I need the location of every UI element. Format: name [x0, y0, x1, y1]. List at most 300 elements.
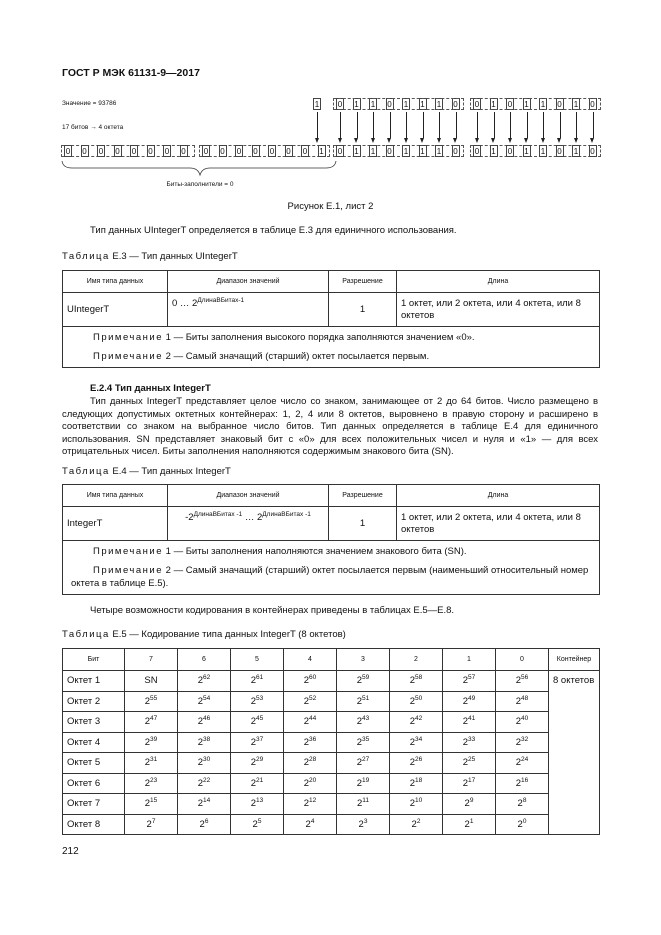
table-row [63, 732, 600, 753]
cell-exponent: 3 [363, 817, 368, 825]
cell-base: 2 [197, 716, 204, 728]
cell-base: 2 [144, 695, 151, 707]
cell-exponent: 13 [256, 797, 264, 805]
bit-cell: 1 [370, 147, 376, 156]
table-e4-notes [63, 541, 600, 595]
bit-cell: 0 [220, 147, 225, 156]
cell-exponent: 22 [203, 776, 211, 784]
range-part2: … 2 [242, 512, 263, 523]
bit-cell: 1 [491, 100, 496, 109]
bit-cell: 0 [387, 147, 392, 156]
cell-exponent: 19 [362, 776, 370, 784]
bit-cell: 0 [164, 147, 170, 156]
arrow-line [423, 112, 424, 138]
cell-base: 2 [409, 695, 416, 707]
cell-exponent: 61 [256, 674, 264, 682]
cell-exponent: 38 [203, 735, 211, 743]
bit-weight-cell [284, 773, 337, 794]
cell-base: 2 [197, 757, 204, 769]
cell-base: 2 [303, 675, 310, 687]
cell-base: 2 [515, 675, 522, 687]
note-2 [71, 564, 593, 590]
cell-base: 2 [356, 757, 363, 769]
table-row [63, 671, 600, 692]
cell-base: 2 [197, 798, 204, 810]
table-e4-title-text: Е.4 — Тип данных IntegerT [112, 466, 231, 477]
bit-cell: 0 [131, 147, 137, 156]
cell-exponent: 33 [468, 735, 476, 743]
bit-cell: 1 [491, 147, 496, 156]
bit-cell: 0 [474, 147, 480, 156]
cell-exponent: 4 [310, 817, 315, 825]
cell-exponent: 10 [415, 797, 423, 805]
table-e5-header: 5 [231, 649, 284, 671]
bit-cell: 0 [148, 147, 153, 156]
table-e3-header: Разрешение [329, 271, 397, 293]
table-e3-title [62, 251, 238, 262]
table-e5-header-row [63, 649, 600, 671]
cell-exponent: 15 [150, 797, 158, 805]
paragraph-2: Четыре возможности кодирования в контейнерах приведены в таблицах Е.5—Е.8. [90, 605, 455, 616]
bit-weight-cell [178, 712, 231, 733]
bit-cell: 0 [302, 147, 308, 156]
bit-cell: 1 [403, 100, 409, 109]
table-e5-header: 2 [390, 649, 443, 671]
range-exp1: ДлинаВБитах [193, 510, 235, 518]
cell-base: 2 [303, 757, 310, 769]
range-part1: -2 [185, 512, 194, 523]
arrow-line [317, 112, 318, 138]
bit-cell: 1 [319, 147, 324, 156]
arrow-down-icon [574, 138, 578, 143]
cell-base: 2 [515, 777, 522, 789]
table-e3-title-prefix: Таблица [62, 251, 110, 262]
bit-cell: 1 [524, 100, 529, 109]
bit-cell: 0 [65, 147, 71, 156]
arrow-line [390, 112, 391, 138]
cell-base: 2 [250, 777, 257, 789]
cell-exponent: 32 [521, 735, 529, 743]
table-row [63, 814, 600, 835]
arrow-line [543, 112, 544, 138]
cell-exponent: 49 [468, 694, 476, 702]
length: 1 октет, или 2 октета, или 4 октета, или 8 октетов [397, 507, 600, 541]
note-label: Примечание [93, 546, 163, 557]
cell-base: 2 [144, 716, 151, 728]
bit-weight-cell [337, 691, 390, 712]
table-e4-title [62, 466, 231, 477]
cell-base: 2 [409, 675, 416, 687]
cell-exponent: 23 [150, 776, 158, 784]
cell-exponent: 57 [468, 674, 476, 682]
bit-cell: 0 [453, 100, 458, 109]
cell-exponent: 34 [415, 735, 423, 743]
cell-exponent: 52 [309, 694, 317, 702]
cell-exponent: 7 [151, 817, 156, 825]
bit-cell: 0 [557, 147, 562, 156]
arrow-down-icon [557, 138, 561, 143]
cell-exponent: 55 [150, 694, 158, 702]
cell-exponent: 0 [522, 817, 527, 825]
figure-caption: Рисунок Е.1, лист 2 [287, 201, 374, 212]
cell-base: 2 [303, 695, 310, 707]
cell-base: 2 [303, 798, 310, 810]
table-row [63, 691, 600, 712]
cell-base: 2 [409, 716, 416, 728]
cell-exponent: 25 [468, 756, 476, 764]
table-row [63, 773, 600, 794]
bit-cell: 1 [436, 147, 442, 156]
arrow-line [357, 112, 358, 138]
cell-exponent: 18 [415, 776, 423, 784]
bit-cell: 1 [420, 147, 425, 156]
cell-exponent: 16 [521, 776, 529, 784]
bit-weight-cell [390, 753, 443, 774]
arrow-down-icon [387, 138, 391, 143]
section-heading: Е.2.4 Тип данных IntegerT [90, 383, 211, 394]
cell-base: 2 [144, 798, 151, 810]
arrow-down-icon [524, 138, 528, 143]
arrow-line [477, 112, 478, 138]
cell-exponent: 26 [415, 756, 423, 764]
arrow-line [456, 112, 457, 138]
type-name: IntegerT [63, 507, 168, 541]
cell-base: 2 [356, 716, 363, 728]
type-name: UIntegerT [63, 293, 168, 327]
arrow-right-icon: → [90, 124, 97, 131]
cell-base: 2 [411, 818, 417, 830]
cell-exponent: 45 [256, 715, 264, 723]
bit-cell: 1 [540, 100, 546, 109]
table-row [63, 712, 600, 733]
table-e4-title-prefix: Таблица [62, 466, 110, 477]
bit-weight-cell [178, 691, 231, 712]
table-e5-header: 0 [496, 649, 549, 671]
top-bit: 1 [314, 100, 320, 109]
bit-weight-cell [337, 671, 390, 692]
table-e5-header: 6 [178, 649, 231, 671]
table-e5-title-prefix: Таблица [62, 629, 110, 640]
bit-weight-cell [125, 671, 178, 692]
cell-exponent: 47 [150, 715, 158, 723]
cell-base: 2 [462, 675, 469, 687]
paragraph-1: Тип данных UIntegerT определяется в таблице Е.3 для единичного использования. [90, 225, 457, 236]
cell-base: 2 [409, 798, 416, 810]
bit-weight-cell [125, 691, 178, 712]
bit-weight-cell [390, 794, 443, 815]
range-minus2: -1 [303, 510, 311, 518]
table-e4 [62, 484, 600, 595]
section-text: Тип данных IntegerT представляет целое число со знаком, занимающее от 2 до 64 битов. Число размещено в следующих допустимых октетных контейнерах: 1, 2, 4 или 8 октетов, выровнено в правую сторону и расширено в соответствии со знаком на выбранное число битов. Тип данных определяется в таблице Е.4 для единичного использования. SN представляет знаковый бит с «0» для всех положительных чисел и нуля и «1» — для всех отрицательных чисел. Биты заполнения наполняются содержимым знакового бита (SN). [62, 396, 598, 457]
table-row [63, 293, 600, 327]
cell-base: 2 [464, 818, 470, 830]
bit-weight-cell [284, 794, 337, 815]
bit-cell: 0 [203, 147, 209, 156]
range-exp2: ДлинаВБитах [262, 510, 304, 518]
arrow-line [340, 112, 341, 138]
bit-weight-cell [496, 671, 549, 692]
bit-weight-cell [125, 794, 178, 815]
bit-cell: 0 [557, 100, 562, 109]
arrow-down-icon [590, 138, 594, 143]
bit-weight-cell [231, 712, 284, 733]
cell-base: 2 [409, 777, 416, 789]
bit-weight-cell [390, 712, 443, 733]
bit-cell: 0 [115, 147, 120, 156]
range-minus1: -1 [234, 510, 243, 518]
arrow-down-icon [315, 138, 319, 143]
cell-exponent: 59 [362, 674, 370, 682]
cell-exponent: 2 [416, 817, 421, 825]
bit-weight-cell [443, 691, 496, 712]
padding-label: Биты-заполнители = 0 [166, 181, 234, 188]
cell-base: 2 [250, 736, 257, 748]
cell-base: 2 [515, 716, 522, 728]
arrow-line [576, 112, 577, 138]
bit-weight-cell [443, 773, 496, 794]
bit-weight-cell [125, 753, 178, 774]
range-minus: -1 [238, 296, 245, 304]
bit-weight-cell [443, 814, 496, 835]
page-number: 212 [62, 846, 79, 857]
bit-cell: 1 [524, 147, 529, 156]
arrow-line [510, 112, 511, 138]
bit-weight-cell [125, 814, 178, 835]
bit-weight-cell [284, 753, 337, 774]
bit-weight-cell [390, 814, 443, 835]
arrow-down-icon [354, 138, 358, 143]
bit-cell: 1 [573, 100, 579, 109]
cell-exponent: 24 [521, 756, 529, 764]
note-label: Примечание [93, 351, 163, 362]
arrow-line [593, 112, 594, 138]
bit-weight-cell [125, 732, 178, 753]
table-e3-header: Длина [397, 271, 600, 293]
bit-weight-cell [125, 773, 178, 794]
bit-cell: 0 [507, 147, 513, 156]
table-e5-header: 7 [125, 649, 178, 671]
note-label: Примечание [93, 565, 163, 576]
cell-base: 2 [462, 716, 469, 728]
bit-cell: 1 [540, 147, 546, 156]
bit-cell: 0 [474, 100, 480, 109]
cell-exponent: 20 [309, 776, 317, 784]
table-e5-header: 3 [337, 649, 390, 671]
cell-base: 2 [144, 777, 151, 789]
arrow-down-icon [437, 138, 441, 143]
bit-weight-cell [496, 814, 549, 835]
bit-cell: 0 [269, 147, 275, 156]
cell-exponent: 12 [309, 797, 317, 805]
bit-cell: 0 [286, 147, 291, 156]
table-e4-header: Диапазон значений [168, 485, 329, 507]
cell-exponent: 37 [256, 735, 264, 743]
cell-base: 2 [146, 818, 152, 830]
arrow-line [560, 112, 561, 138]
table-e3 [62, 270, 600, 368]
cell-exponent: 60 [309, 674, 317, 682]
bit-weight-cell [337, 814, 390, 835]
cell-base: 2 [517, 818, 523, 830]
cell-base: 2 [197, 675, 204, 687]
bit-weight-cell [284, 814, 337, 835]
bits-to-octets-label [62, 124, 123, 131]
cell-base: 2 [250, 675, 257, 687]
octet-label: Октет 7 [63, 794, 125, 815]
resolution: 1 [329, 293, 397, 327]
octet-label: Октет 5 [63, 753, 125, 774]
bit-cell: 0 [387, 100, 392, 109]
cell-exponent: 27 [362, 756, 370, 764]
cell-exponent: 53 [256, 694, 264, 702]
cell-base: 2 [356, 695, 363, 707]
range-base: 0 … 2 [172, 298, 198, 309]
bit-weight-cell [284, 691, 337, 712]
bit-weight-cell [178, 773, 231, 794]
range-exp: ДлинаВБитах [197, 296, 239, 304]
bit-weight-cell [178, 814, 231, 835]
arrow-down-icon [453, 138, 457, 143]
cell-exponent: 17 [468, 776, 476, 784]
padding-brace [60, 160, 340, 180]
bit-weight-cell [178, 753, 231, 774]
table-row [63, 507, 600, 541]
table-e4-header-row [63, 485, 600, 507]
arrow-down-icon [404, 138, 408, 143]
value-range [168, 507, 329, 541]
note-text: 1 — Биты заполнения наполняются значением знакового бита (SN). [165, 546, 467, 557]
cell-base: 2 [462, 757, 469, 769]
value-range [168, 293, 329, 327]
bit-cell: 0 [590, 147, 595, 156]
arrow-down-icon [475, 138, 479, 143]
cell-base: 2 [464, 798, 470, 810]
cell-base: 2 [409, 757, 416, 769]
cell-exponent: 46 [203, 715, 211, 723]
cell-base: 2 [250, 798, 257, 810]
bit-weight-cell [231, 691, 284, 712]
value-label: Значение = 93786 [62, 100, 117, 107]
arrow-down-icon [420, 138, 424, 143]
cell-exponent: 36 [309, 735, 317, 743]
cell-base: 2 [197, 736, 204, 748]
bit-cell: 0 [453, 147, 458, 156]
bit-weight-cell [231, 753, 284, 774]
table-e3-title-text: Е.3 — Тип данных UIntegerT [112, 251, 238, 262]
cell-exponent: 30 [203, 756, 211, 764]
cell-base: 2 [250, 716, 257, 728]
cell-base: 2 [515, 757, 522, 769]
cell-base: SN [144, 675, 158, 687]
cell-base: 2 [250, 757, 257, 769]
table-row [63, 753, 600, 774]
table-e5-title-text: Е.5 — Кодирование типа данных IntegerT (8 октетов) [112, 629, 346, 640]
arrow-line [439, 112, 440, 138]
bit-weight-cell [496, 732, 549, 753]
cell-base: 2 [199, 818, 205, 830]
cell-base: 2 [303, 777, 310, 789]
cell-exponent: 39 [150, 735, 158, 743]
bit-cell: 0 [337, 147, 343, 156]
bit-weight-cell [337, 794, 390, 815]
bit-cell: 1 [354, 100, 359, 109]
note-2 [93, 350, 593, 363]
bit-cell: 0 [82, 147, 87, 156]
bit-weight-cell [496, 794, 549, 815]
octet-label: Октет 1 [63, 671, 125, 692]
cell-base: 2 [409, 736, 416, 748]
bit-cell: 1 [420, 100, 425, 109]
bit-weight-cell [390, 671, 443, 692]
note-1 [93, 331, 593, 344]
arrow-down-icon [491, 138, 495, 143]
bit-weight-cell [284, 732, 337, 753]
cell-base: 2 [462, 695, 469, 707]
bit-cell: 1 [354, 147, 359, 156]
cell-base: 2 [144, 757, 151, 769]
bit-weight-cell [125, 712, 178, 733]
note-label: Примечание [93, 332, 163, 343]
bit-weight-cell [231, 732, 284, 753]
cell-base: 2 [356, 736, 363, 748]
bit-weight-cell [443, 712, 496, 733]
cell-exponent: 43 [362, 715, 370, 723]
cell-exponent: 50 [415, 694, 423, 702]
arrow-down-icon [508, 138, 512, 143]
octets-label: 4 октета [98, 124, 124, 131]
cell-exponent: 8 [522, 797, 527, 805]
cell-exponent: 56 [521, 674, 529, 682]
bit-cell: 1 [370, 100, 376, 109]
bit-weight-cell [178, 671, 231, 692]
cell-base: 2 [144, 736, 151, 748]
cell-base: 2 [303, 736, 310, 748]
bit-weight-cell [390, 691, 443, 712]
table-e5-header: Контейнер [549, 649, 600, 671]
top-octet-a-frame [333, 98, 464, 110]
cell-exponent: 48 [521, 694, 529, 702]
bit-cell: 0 [181, 147, 186, 156]
bit-weight-cell [231, 671, 284, 692]
note-text: 2 — Самый значащий (старший) октет посылается первым (наименьший относительный номер октета в таблице Е.5). [71, 565, 589, 589]
bit-cell: 0 [507, 100, 513, 109]
cell-base: 2 [250, 695, 257, 707]
table-row [63, 794, 600, 815]
arrow-down-icon [541, 138, 545, 143]
cell-base: 2 [197, 777, 204, 789]
bit-cell: 1 [573, 147, 579, 156]
bit-weight-cell [178, 794, 231, 815]
note-1 [71, 545, 593, 558]
bit-cell: 0 [337, 100, 343, 109]
table-e5-header: 4 [284, 649, 337, 671]
cell-base: 2 [303, 716, 310, 728]
cell-exponent: 58 [415, 674, 423, 682]
length: 1 октет, или 2 октета, или 4 октета, или 8 октетов [397, 293, 600, 327]
table-e3-notes [63, 327, 600, 368]
table-e5-title [62, 629, 346, 640]
cell-exponent: 44 [309, 715, 317, 723]
cell-exponent: 28 [309, 756, 317, 764]
bit-weight-cell [443, 753, 496, 774]
bit-weight-cell [178, 732, 231, 753]
table-e4-header: Разрешение [329, 485, 397, 507]
bit-weight-cell [231, 794, 284, 815]
bit-cell: 1 [403, 147, 409, 156]
cell-base: 2 [515, 736, 522, 748]
cell-exponent: 29 [256, 756, 264, 764]
cell-base: 2 [517, 798, 523, 810]
